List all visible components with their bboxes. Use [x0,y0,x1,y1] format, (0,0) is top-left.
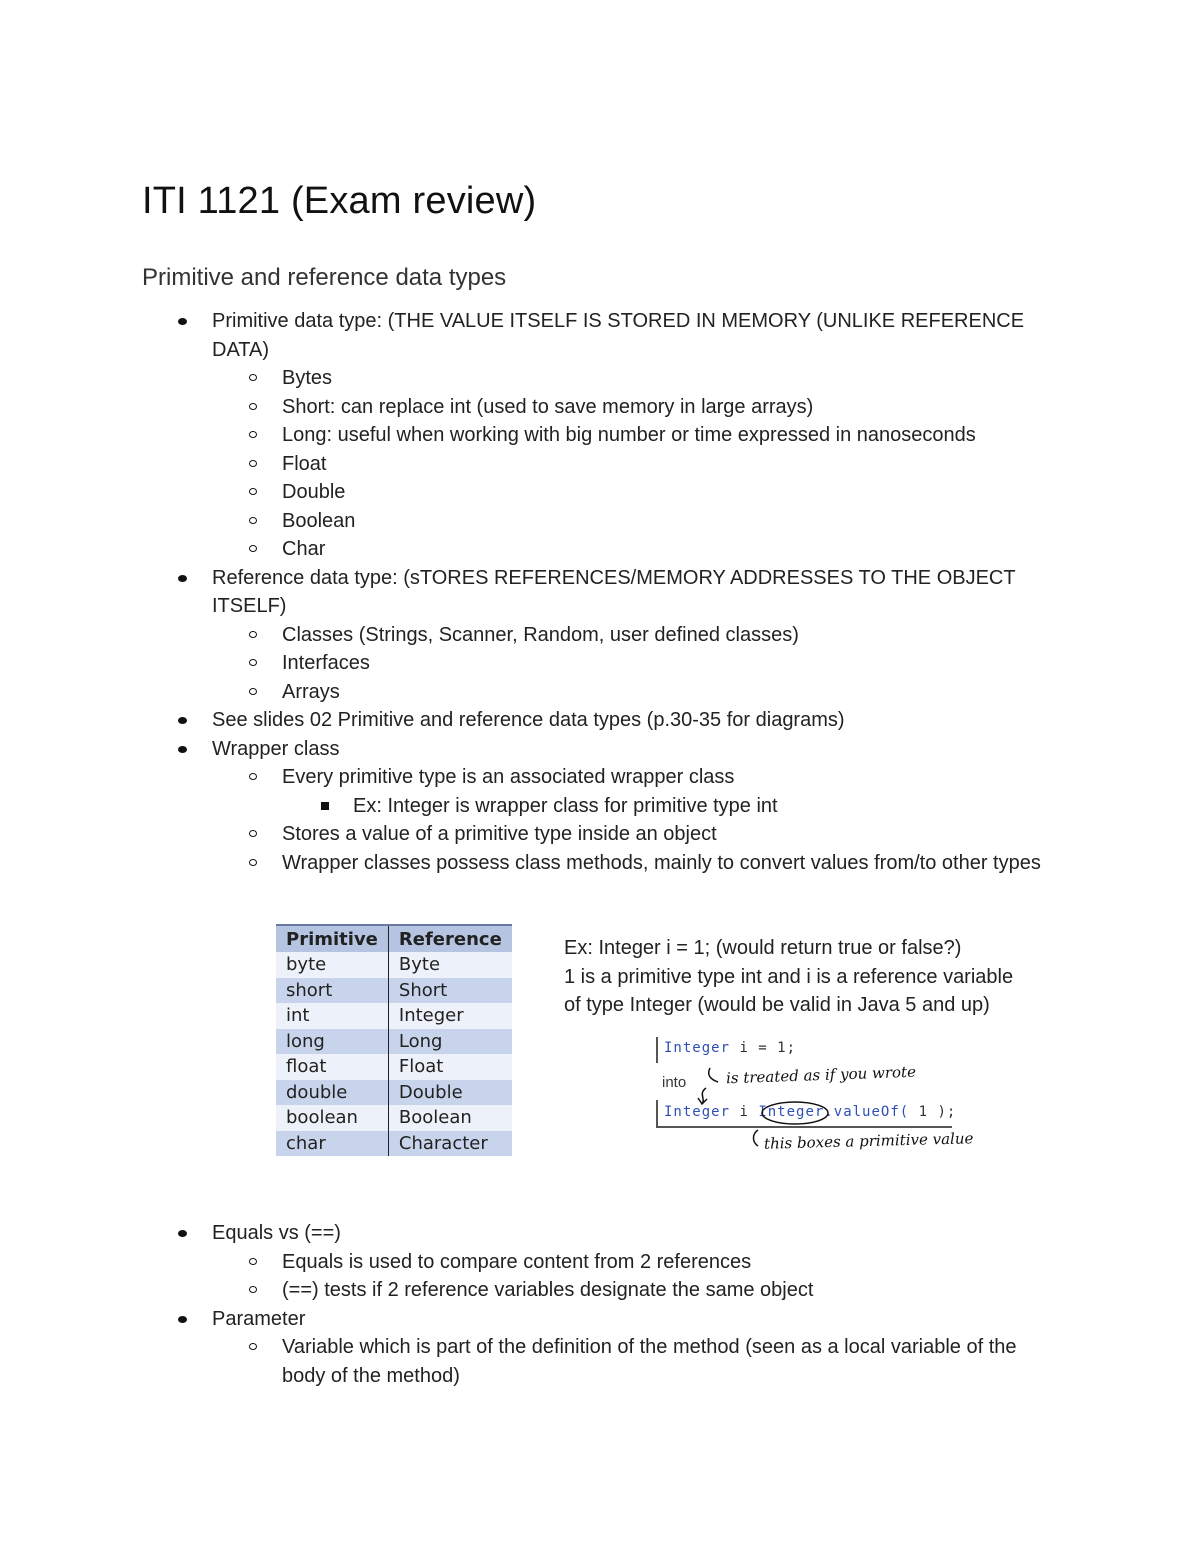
table-cell: Byte [388,952,511,978]
table-row [276,1080,512,1106]
boxing-code-note [652,1032,974,1162]
table-cell: boolean [276,1105,388,1131]
list-item-equals: Equals vs (==) [0,1219,1200,1248]
list-item: Long: useful when working with big number or time expressed in nanoseconds [0,421,1200,450]
section-heading: Primitive and reference data types [142,264,507,291]
table-cell: char [276,1131,388,1157]
code-arg: 1 ); [918,1104,957,1120]
code-type: Integer [664,1104,731,1120]
list-item: Bytes [0,364,1200,393]
hand-arrow-icon [709,1068,718,1082]
handwritten-note: is treated as if you wrote [725,1062,917,1088]
list-item: Ex: Integer is wrapper class for primitive type int [0,792,1200,821]
hand-bracket-icon [754,1130,759,1146]
hand-arrow-down-icon [698,1088,707,1104]
into-label: into [662,1074,687,1091]
example-line: of type Integer (would be valid in Java 5 and up) [564,994,990,1016]
list-item: Equals is used to compare content from 2 references [0,1248,1200,1277]
table-cell: Short [388,978,511,1004]
table-cell: long [276,1029,388,1055]
list-item: Wrapper classes possess class methods, mainly to convert values from/to other types [0,849,1200,878]
table-cell: Integer [388,1003,511,1029]
list-item: Char [0,535,1200,564]
code-method: .valueOf( [824,1104,910,1120]
code-circled-type: Integer [758,1104,825,1120]
list-item: Every primitive type is an associated wrapper class [0,763,1200,792]
table-row [276,978,512,1004]
list-item: (==) tests if 2 reference variables designate the same object [0,1276,1200,1305]
table-cell: Long [388,1029,511,1055]
table-row [276,1003,512,1029]
table-cell: Float [388,1054,511,1080]
table-row [276,1029,512,1055]
list-item-wrapper: Wrapper class [0,735,1200,764]
code-rest: i = 1; [739,1040,797,1056]
list-item: Variable which is part of the definition of the method (seen as a local variable of the body of the method) [0,1333,1200,1390]
list-item: Arrays [0,678,1200,707]
table-row [276,1131,512,1157]
list-item: Double [0,478,1200,507]
table-row [276,1105,512,1131]
example-text [564,934,1013,1020]
table-cell: float [276,1054,388,1080]
table-cell: int [276,1003,388,1029]
list-item-parameter: Parameter [0,1305,1200,1334]
table-cell: Character [388,1131,511,1157]
code-var: i [739,1104,749,1120]
table-cell: byte [276,952,388,978]
page-title: ITI 1121 (Exam review) [142,180,537,222]
table-cell: double [276,1080,388,1106]
table-cell: short [276,978,388,1004]
table-row [276,952,512,978]
list-item: Stores a value of a primitive type inside an object [0,820,1200,849]
table-row [276,1054,512,1080]
list-item-primitive: Primitive data type: (THE VALUE ITSELF IS STORED IN MEMORY (UNLIKE REFERENCE DATA) [0,307,1200,364]
list-item: Interfaces [0,649,1200,678]
list-item: Classes (Strings, Scanner, Random, user defined classes) [0,621,1200,650]
code-type: Integer [664,1040,731,1056]
example-line: Ex: Integer i = 1; (would return true or false?) [564,937,962,959]
table-header: Primitive [276,925,388,952]
circle-annotation [762,1102,828,1124]
list-item: Float [0,450,1200,479]
handwritten-note: this boxes a primitive value [763,1129,974,1153]
table-cell: Boolean [388,1105,511,1131]
table-cell: Double [388,1080,511,1106]
example-line: 1 is a primitive type int and i is a reference variable [564,965,1014,988]
list-item: Short: can replace int (used to save memory in large arrays) [0,393,1200,422]
handwritten-marks [652,1032,962,1162]
list-item: Boolean [0,507,1200,536]
table-header: Reference [388,925,511,952]
notes-list-top [0,307,1200,877]
notes-list-bottom [0,1219,1200,1390]
list-item-slides: See slides 02 Primitive and reference data types (p.30-35 for diagrams) [0,706,1200,735]
list-item-reference: Reference data type: (sTORES REFERENCES/MEMORY ADDRESSES TO THE OBJECT ITSELF) [0,564,1200,621]
wrapper-table [276,924,512,1156]
